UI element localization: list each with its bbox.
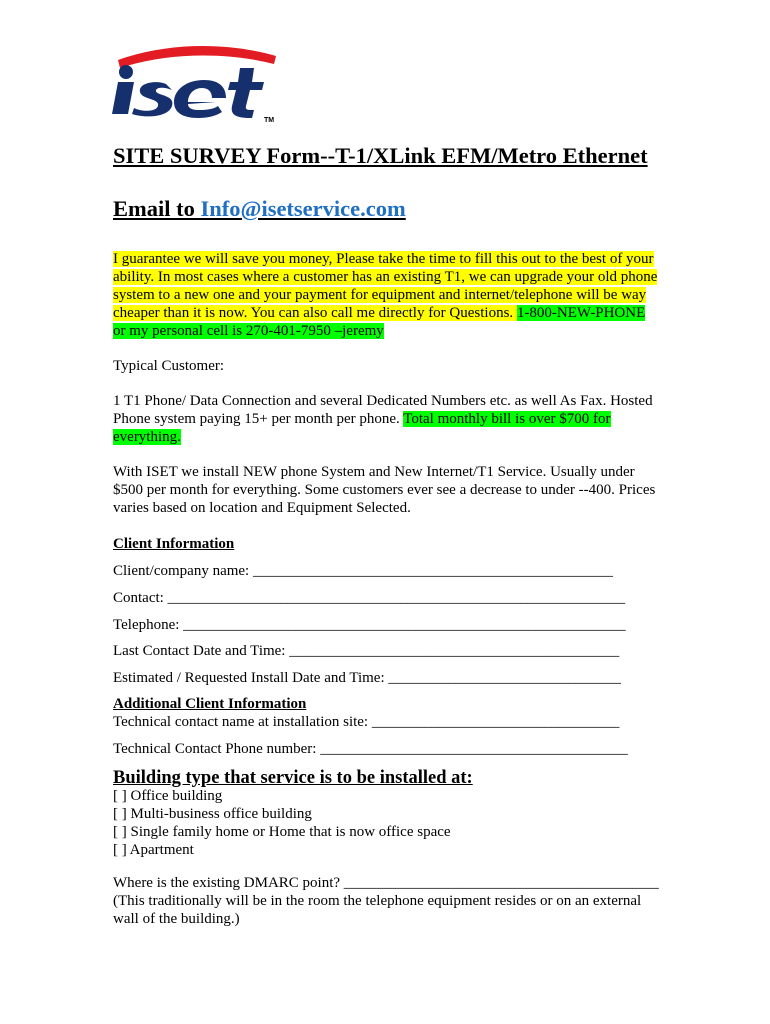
client-company-field[interactable]: Client/company name: ________________________________________________ xyxy=(113,563,613,579)
typical-text: 1 T1 Phone/ Data Connection and several Dedicated Numbers etc. as well As Fax. Hosted Phone system paying 15+ per month per phone. xyxy=(113,393,653,427)
client-info-heading: Client Information xyxy=(113,536,235,552)
option-office-building[interactable]: [ ] Office building xyxy=(113,788,223,804)
intro-highlight-green: 1-800-NEW-PHONE or my personal cell is 270-401-7950 –jeremy xyxy=(113,305,646,339)
telephone-field[interactable]: Telephone: ___________________________________________________________ xyxy=(113,617,626,633)
intro-highlight-yellow: I guarantee we will save you money, Please take the time to fill this out to the best of your ability. In most cases where a customer has an existing T1, we can upgrade your old phone system to a new one and your payment for equipment and internet/telephone will be way cheaper than it is now. You can also call me directly for Questions. xyxy=(113,251,658,321)
install-date-field[interactable]: Estimated / Requested Install Date and Time: _______________________________ xyxy=(113,670,621,686)
intro-paragraph xyxy=(113,250,658,340)
option-multi-business[interactable]: [ ] Multi-business office building xyxy=(113,806,312,822)
iset-logo xyxy=(108,44,288,122)
page-title: SITE SURVEY Form--T-1/XLink EFM/Metro Ethernet xyxy=(113,143,648,168)
last-contact-field[interactable]: Last Contact Date and Time: ____________________________________________ xyxy=(113,643,620,659)
technical-contact-name-field[interactable]: Technical contact name at installation site: _________________________________ xyxy=(113,714,620,730)
typical-highlight-green: Total monthly bill is over $700 for everything. xyxy=(113,411,611,445)
dmarc-question-field[interactable]: Where is the existing DMARC point? __________________________________________ xyxy=(113,875,659,891)
email-prefix: Email to xyxy=(113,196,201,221)
technical-contact-phone-field[interactable]: Technical Contact Phone number: _________________________________________ xyxy=(113,741,628,757)
email-link[interactable]: Info@isetservice.com xyxy=(200,196,406,221)
email-heading xyxy=(113,196,406,222)
option-single-family[interactable]: [ ] Single family home or Home that is now office space xyxy=(113,824,451,840)
contact-field[interactable]: Contact: _____________________________________________________________ xyxy=(113,590,626,606)
additional-info-heading: Additional Client Information xyxy=(113,696,307,712)
trademark-text: TM xyxy=(264,117,275,122)
typical-customer-label: Typical Customer: xyxy=(113,358,225,374)
dmarc-note: (This traditionally will be in the room the telephone equipment resides or on an external wall of the building.) xyxy=(113,893,642,927)
option-apartment[interactable]: [ ] Apartment xyxy=(113,842,194,858)
iset-logo-graphic xyxy=(108,44,288,122)
with-iset-paragraph: With ISET we install NEW phone System and New Internet/T1 Service. Usually under $500 per month for everything. Some customers ever see a decrease to under --400. Prices varies based on location and Equipment Selected. xyxy=(113,464,656,516)
typical-customer-paragraph xyxy=(113,392,658,446)
building-type-heading: Building type that service is to be installed at: xyxy=(113,768,473,788)
building-type-options xyxy=(113,787,451,859)
